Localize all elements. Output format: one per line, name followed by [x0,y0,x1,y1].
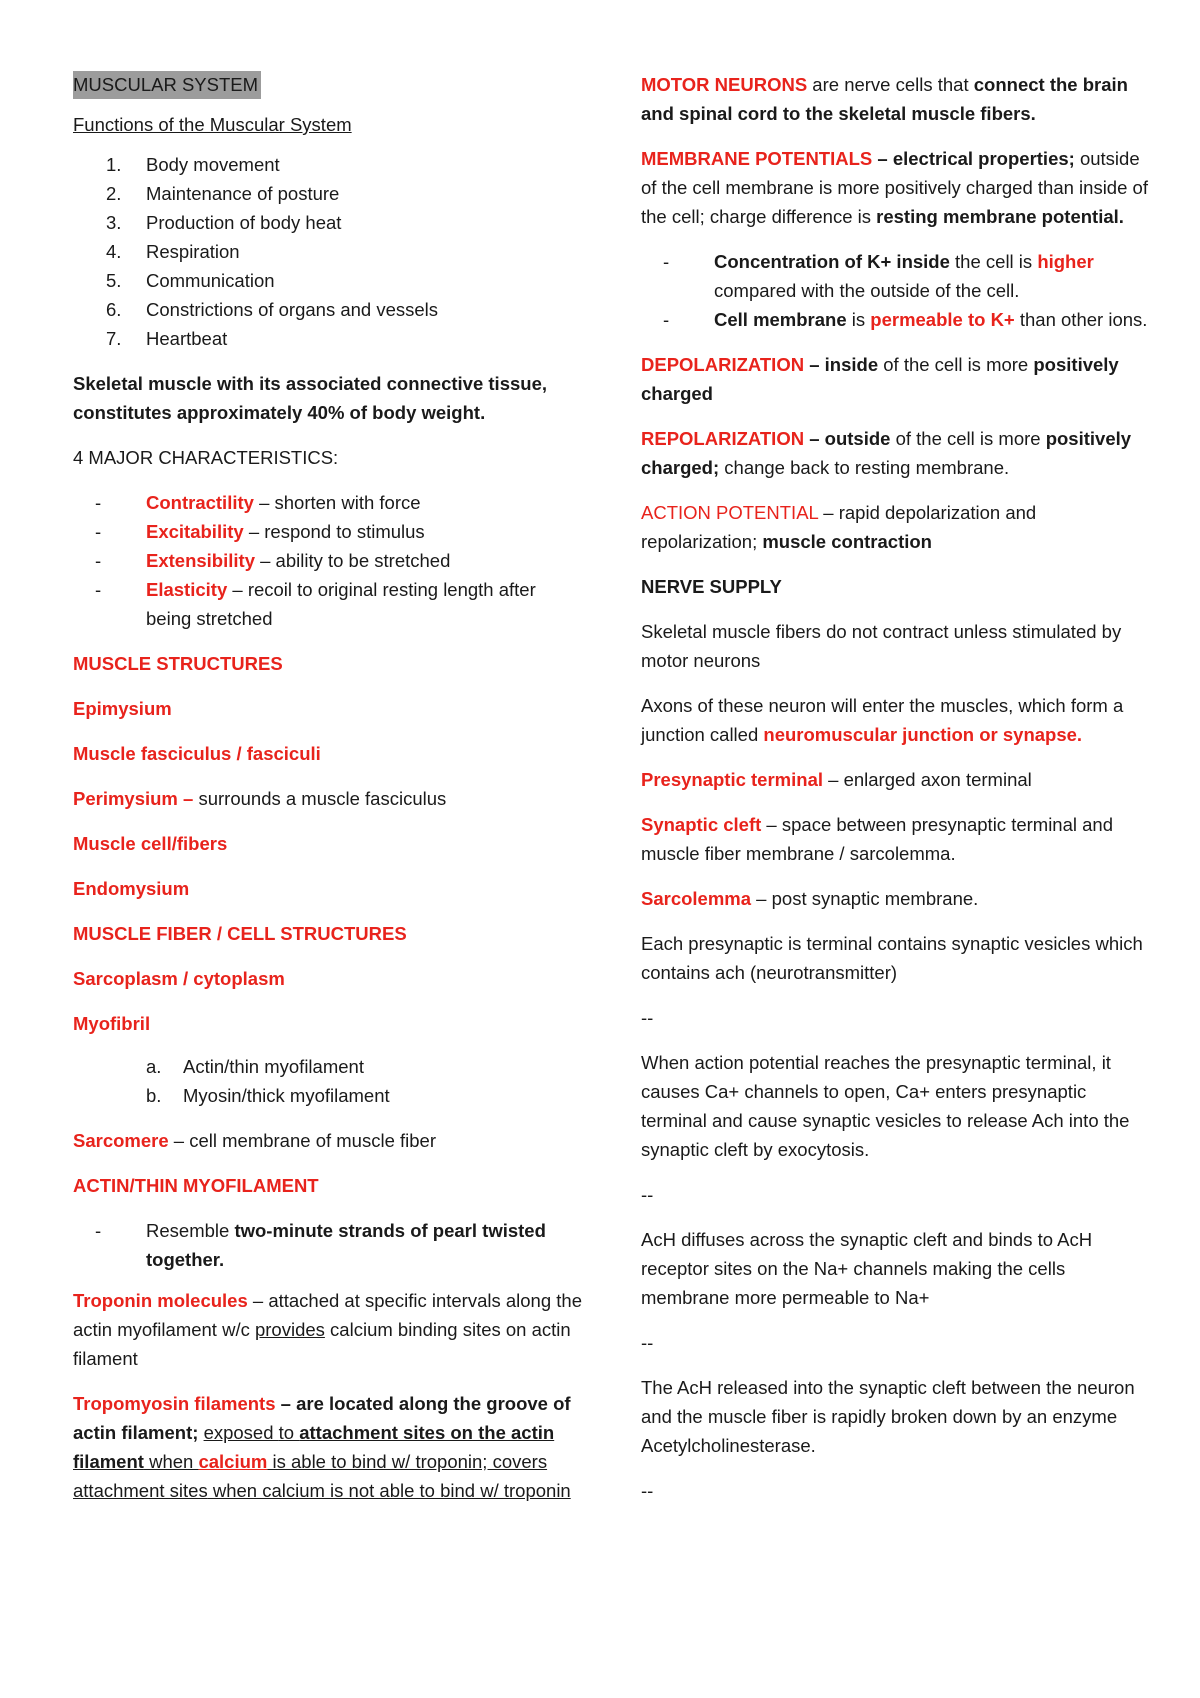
membrane-paragraph [641,144,1151,231]
tropomyosin-when: when [143,1451,199,1472]
fiber-structures-heading: MUSCLE FIBER / CELL STRUCTURES [73,923,407,944]
fasciculus-term: Muscle fasciculus / fasciculi [73,743,321,764]
sarcomere-paragraph [73,1126,583,1155]
nerve-supply-heading: NERVE SUPPLY [641,576,782,597]
left-column [73,70,583,1521]
synaptic-cleft-paragraph [641,810,1151,868]
vesicles-paragraph: Each presynaptic is terminal contains synaptic vesicles which contains ach (neurotransmitter) [641,933,1143,983]
separator: -- [641,1007,654,1028]
motor-neurons-term: MOTOR NEURONS [641,74,808,95]
list-number: 7. [106,328,122,349]
sarcomere-desc: – cell membrane of muscle fiber [168,1130,436,1151]
list-letter: a. [146,1056,162,1077]
sarcolemma-desc: – post synaptic membrane. [751,888,979,909]
document-title: MUSCULAR SYSTEM [73,71,261,99]
characteristic-term: Excitability [146,521,244,542]
list-item: - Elasticity – recoil to original resting length after being stretched [95,579,536,629]
functions-heading: Functions of the Muscular System [73,114,352,135]
actin-bullet-bold: two-minute strands of pearl twisted together. [146,1220,546,1270]
depolarization-term: DEPOLARIZATION [641,354,805,375]
sarcolemma-paragraph [641,884,1151,913]
characteristic-term: Contractility [146,492,254,513]
characteristics-list [73,488,583,633]
action-reaches-paragraph: When action potential reaches the presynaptic terminal, it causes Ca+ channels to open, Ca+ enters presynaptic terminal and cause synaptic vesicles to release Ach into the synaptic cleft by exocytosis. [641,1052,1130,1160]
list-text: Maintenance of posture [146,183,340,204]
myofibril-term: Myofibril [73,1013,151,1034]
depolarization-paragraph [641,350,1151,408]
k-concentration-bold: Concentration of K+ inside [714,251,950,272]
action-potential-bold: muscle contraction [762,531,932,552]
troponin-paragraph [73,1286,583,1373]
tropomyosin-desc: – are located along the groove of actin filament; [73,1393,571,1443]
actin-heading: ACTIN/THIN MYOFILAMENT [73,1175,319,1196]
tropomyosin-paragraph [73,1389,583,1505]
characteristic-desc: – shorten with force [253,492,421,513]
actin-bullet-pre: Resemble [146,1220,235,1241]
characteristic-term: Elasticity [146,579,228,600]
repolarization-plain: of the cell is more [890,428,1046,449]
nerve-paragraph-2 [641,691,1151,749]
membrane-bold: – electrical properties; [872,148,1075,169]
membrane-bold2: resting membrane potential. [876,206,1124,227]
nerve-paragraph-1: Skeletal muscle fibers do not contract unless stimulated by motor neurons [641,621,1122,671]
tropomyosin-calcium: calcium [198,1451,268,1472]
tropomyosin-bind: is able to bind w/ troponin; covers [267,1451,548,1472]
list-item: - Contractility – shorten with force [95,492,421,513]
motor-neurons-paragraph [641,70,1151,128]
list-text: Myosin/thick myofilament [183,1085,390,1106]
cell-membrane-plain: is [846,309,871,330]
repolarization-rest: change back to resting membrane. [719,457,1010,478]
action-potential-plain: – rapid depolarization and repolarization; [641,502,1037,552]
tropomyosin-end: when calcium is not able to bind w/ troponin [207,1480,571,1501]
k-concentration-rest: compared with the outside of the cell. [714,280,1020,301]
list-item [73,266,583,295]
presynaptic-desc: – enlarged axon terminal [823,769,1032,790]
list-number: 2. [106,183,122,204]
perimysium-paragraph [73,784,583,813]
characteristic-term: Extensibility [146,550,255,571]
tropomyosin-to: to [278,1422,300,1443]
list-number: 6. [106,299,122,320]
list-item [73,1052,583,1081]
sarcomere-term: Sarcomere [73,1130,169,1151]
membrane-plain: outside of the cell membrane is more positively charged than inside of the cell; charge difference is [641,148,1148,227]
ach-diffuses-paragraph: AcH diffuses across the synaptic cleft and binds to AcH receptor sites on the Na+ channels making the cells membrane more permeable to Na+ [641,1229,1093,1308]
membrane-term: MEMBRANE POTENTIALS [641,148,873,169]
cell-membrane-bold: Cell membrane [714,309,847,330]
list-item: - Cell membrane is permeable to K+ than other ions. [663,309,1148,330]
troponin-desc: – attached at specific intervals along the actin myofilament w/c [73,1290,582,1340]
repolarization-bold: – outside [804,428,891,449]
epimysium-term: Epimysium [73,698,172,719]
separator: -- [641,1480,654,1501]
motor-neurons-plain: are nerve cells that [807,74,974,95]
list-number: 1. [106,154,122,175]
nerve-paragraph-2-text: Axons of these neuron will enter the muscles, which form a junction called [641,695,1124,745]
right-column [641,70,1151,1521]
sarcolemma-term: Sarcolemma [641,888,752,909]
characteristics-heading: 4 MAJOR CHARACTERISTICS: [73,447,339,468]
characteristic-desc: – recoil to original resting length after being stretched [146,579,536,629]
actin-list [73,1216,583,1274]
functions-list [73,150,583,353]
list-text: Actin/thin myofilament [183,1056,364,1077]
list-number: 4. [106,241,122,262]
tropomyosin-exposed: exposed [203,1422,279,1443]
repolarization-paragraph [641,424,1151,482]
list-number: 5. [106,270,122,291]
skeletal-note: Skeletal muscle with its associated connective tissue, constitutes approximately 40% of body weight. [73,373,547,423]
characteristic-desc: – ability to be stretched [254,550,451,571]
tropomyosin-term: Tropomyosin filaments [73,1393,276,1414]
list-letter: b. [146,1085,162,1106]
depolarization-bold2: positively charged [641,354,1119,404]
list-item [73,324,583,353]
membrane-list [641,247,1151,334]
repolarization-term: REPOLARIZATION [641,428,805,449]
synaptic-cleft-term: Synaptic cleft [641,814,762,835]
list-item: - Resemble two-minute strands of pearl twisted together. [95,1220,546,1270]
cell-membrane-permeable: permeable to K+ [870,309,1015,330]
endomysium-term: Endomysium [73,878,190,899]
neuromuscular-junction-term: neuromuscular junction or synapse. [763,724,1083,745]
list-text: Production of body heat [146,212,342,233]
motor-neurons-bold: connect the brain and spinal cord to the skeletal muscle fibers. [641,74,1128,124]
sarcoplasm-term: Sarcoplasm / cytoplasm [73,968,285,989]
list-item [73,208,583,237]
list-text: Body movement [146,154,280,175]
troponin-desc-end: calcium binding sites on actin filament [73,1319,571,1369]
list-item [73,295,583,324]
tropomyosin-sites: attachment sites [73,1480,208,1501]
list-number: 3. [106,212,122,233]
action-potential-paragraph [641,498,1151,556]
list-text: Constrictions of organs and vessels [146,299,439,320]
perimysium-desc: surrounds a muscle fasciculus [193,788,447,809]
list-text: Communication [146,270,275,291]
list-item: - Excitability – respond to stimulus [95,521,425,542]
list-item [73,237,583,266]
myofibril-list [73,1052,583,1110]
repolarization-bold2: positively charged; [641,428,1132,478]
tropomyosin-attachment: attachment sites on the actin filament [73,1422,555,1472]
list-text: Heartbeat [146,328,228,349]
presynaptic-paragraph [641,765,1151,794]
muscle-structures-heading: MUSCLE STRUCTURES [73,653,283,674]
list-item: - Extensibility – ability to be stretched [95,550,451,571]
muscle-cell-term: Muscle cell/fibers [73,833,228,854]
list-text: Respiration [146,241,240,262]
list-item [73,179,583,208]
depolarization-plain: of the cell is more [878,354,1034,375]
troponin-provides: provides [254,1319,325,1340]
action-potential-term: ACTION POTENTIAL [641,502,819,523]
presynaptic-term: Presynaptic terminal [641,769,823,790]
cell-membrane-rest: than other ions. [1014,309,1148,330]
synaptic-cleft-desc: – space between presynaptic terminal and muscle fiber membrane / sarcolemma. [641,814,1114,864]
depolarization-bold: – inside [804,354,879,375]
list-item [73,1081,583,1110]
characteristic-desc: – respond to stimulus [243,521,425,542]
troponin-term: Troponin molecules [73,1290,248,1311]
list-item: - Concentration of K+ inside the cell is higher compared with the outside of the cell. [663,251,1094,301]
separator: -- [641,1184,654,1205]
list-item [73,150,583,179]
k-concentration-higher: higher [1037,251,1094,272]
separator: -- [641,1332,654,1353]
ach-released-paragraph: The AcH released into the synaptic cleft between the neuron and the muscle fiber is rapidly broken down by an enzyme Acetylcholinesterase. [641,1377,1135,1456]
k-concentration-plain: the cell is [949,251,1038,272]
perimysium-term: Perimysium – [73,788,194,809]
